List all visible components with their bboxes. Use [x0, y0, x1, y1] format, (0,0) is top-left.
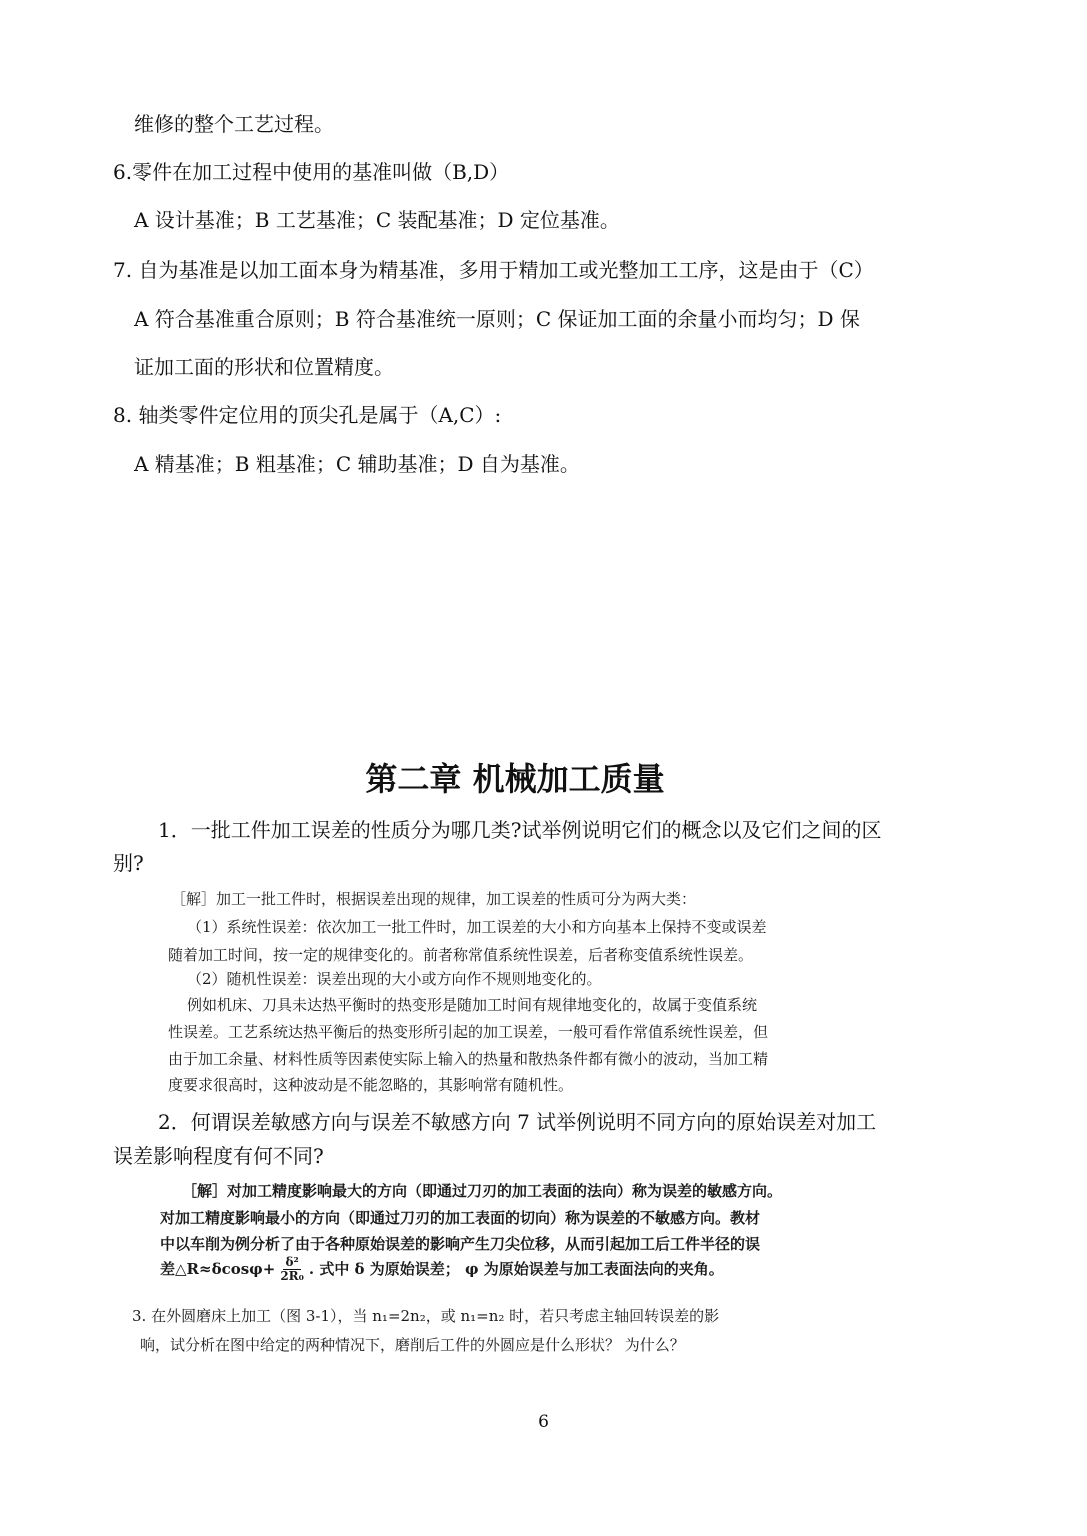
- answer-line: （2）随机性误差：误差出现的大小或方向作不规则地变化的。: [187, 970, 602, 988]
- question-3-line-1: 3. 在外圆磨床上加工（图 3-1），当 n₁=2n₂，或 n₁=n₂ 时，若只考虑主轴回转误差的影: [132, 1307, 720, 1325]
- question-1-line-1: 1．一批工件加工误差的性质分为哪几类?试举例说明它们的概念以及它们之间的区: [158, 818, 882, 842]
- question-6-options: A 设计基准；B 工艺基准；C 装配基准；D 定位基准。: [134, 208, 620, 232]
- answer-line: 例如机床、刀具未达热平衡时的热变形是随加工时间有规律地变化的，故属于变值系统: [187, 996, 758, 1014]
- question-2-line-1: 2．何谓误差敏感方向与误差不敏感方向 7 试举例说明不同方向的原始误差对加工: [158, 1110, 877, 1134]
- answer-line: 中以车削为例分析了由于各种原始误差的影响产生刀尖位移，从而引起加工后工件半径的误: [160, 1235, 761, 1253]
- question-3-line-2: 响，试分析在图中给定的两种情况下，磨削后工件的外圆应是什么形状？ 为什么？: [140, 1336, 685, 1354]
- answer-line: 度要求很高时，这种波动是不能忽略的，其影响常有随机性。: [168, 1076, 574, 1094]
- answer-line: 由于加工余量、材料性质等因素使实际上输入的热量和散热条件都有微小的波动，当加工精: [168, 1050, 769, 1068]
- formula-suffix: . 式中 δ 为原始误差； φ 为原始误差与加工表面法向的夹角。: [308, 1260, 724, 1279]
- formula-prefix: 差△R≈δcosφ+: [160, 1260, 276, 1279]
- answer-line: ［解］加工一批工件时，根据误差出现的规律，加工误差的性质可分为两大类：: [171, 890, 697, 908]
- answer-line: 随着加工时间，按一定的规律变化的。前者称常值系统性误差，后者称变值系统性误差。: [168, 946, 754, 964]
- question-8-options: A 精基准；B 粗基准；C 辅助基准；D 自为基准。: [134, 452, 580, 476]
- answer-line: 对加工精度影响最小的方向（即通过刀刃的加工表面的切向）称为误差的不敏感方向。教材: [160, 1209, 761, 1227]
- formula-denominator: 2R₀: [280, 1269, 304, 1284]
- formula-fraction: [278, 1256, 306, 1283]
- question-6: 6.零件在加工过程中使用的基准叫做（B,D）: [113, 160, 510, 184]
- answer-line: ［解］对加工精度影响最大的方向（即通过刀刃的加工表面的法向）称为误差的敏感方向。: [182, 1182, 783, 1200]
- page-number: 6: [538, 1412, 549, 1432]
- formula-numerator: δ²: [285, 1255, 299, 1269]
- question-7-options-line-1: A 符合基准重合原则；B 符合基准统一原则；C 保证加工面的余量小而均匀；D 保: [134, 307, 860, 331]
- question-7-options-line-2: 证加工面的形状和位置精度。: [134, 355, 394, 379]
- question-1-line-2: 别?: [113, 851, 144, 875]
- answer-formula-line: [160, 1256, 724, 1283]
- text-line: 维修的整个工艺过程。: [134, 112, 334, 136]
- chapter-title: 第二章 机械加工质量: [365, 760, 665, 798]
- answer-line: 性误差。工艺系统达热平衡后的热变形所引起的加工误差，一般可看作常值系统性误差，但: [168, 1023, 769, 1041]
- question-2-line-2: 误差影响程度有何不同?: [113, 1144, 324, 1168]
- question-8: 8. 轴类零件定位用的顶尖孔是属于（A,C）:: [113, 403, 502, 427]
- answer-line: （1）系统性误差：依次加工一批工件时，加工误差的大小和方向基本上保持不变或误差: [187, 918, 767, 936]
- question-7: 7. 自为基准是以加工面本身为精基准，多用于精加工或光整加工工序，这是由于（C）: [113, 258, 874, 282]
